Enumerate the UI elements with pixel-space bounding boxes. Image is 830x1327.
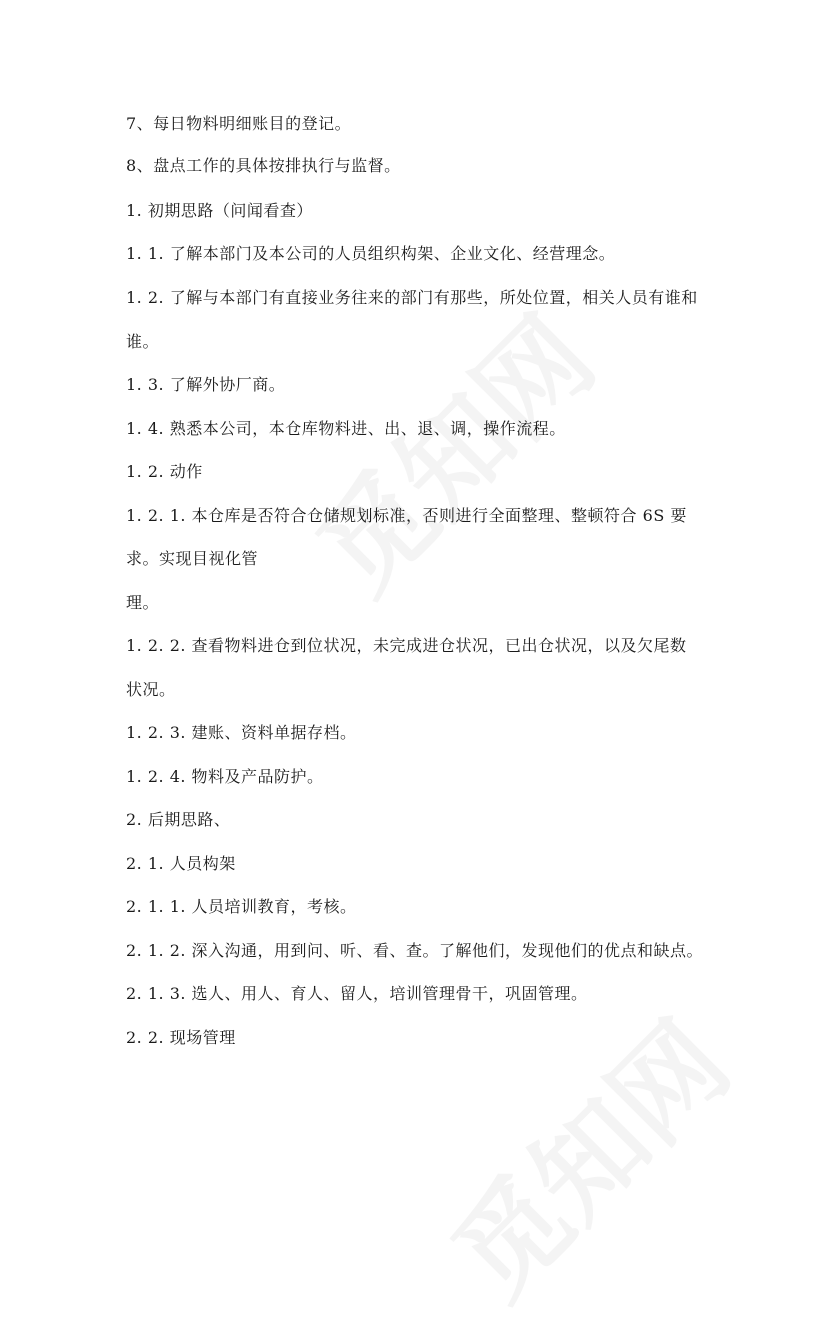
text-line: 1. 2. 动作 [126, 462, 203, 481]
text-line: 8、盘点工作的具体按排执行与监督。 [126, 156, 401, 175]
watermark [277, 276, 622, 621]
text-line: 1. 3. 了解外协厂商。 [126, 375, 286, 394]
text-line: 1. 1. 了解本部门及本公司的人员组织构架、企业文化、经营理念。 [126, 244, 616, 263]
text-line: 2. 1. 1. 人员培训教育，考核。 [126, 897, 357, 916]
text-line: 1. 4. 熟悉本公司，本仓库物料进、出、退、调，操作流程。 [126, 419, 566, 438]
text-line: 1. 2. 了解与本部门有直接业务往来的部门有那些，所处位置，相关人员有谁和 [126, 288, 698, 307]
text-line: 谁。 [126, 332, 160, 351]
text-line: 1. 2. 1. 本仓库是否符合仓储规划标准，否则进行全面整理、整顿符合 6S 要 [126, 506, 687, 525]
text-line: 2. 1. 人员构架 [126, 854, 236, 873]
text-line: 1. 2. 2. 查看物料进仓到位状况，未完成进仓状况，已出仓状况，以及欠尾数 [126, 636, 687, 655]
text-line: 状况。 [126, 680, 176, 699]
text-line: 1. 2. 3. 建账、资料单据存档。 [126, 723, 357, 742]
text-line: 理。 [126, 593, 160, 612]
text-line: 7、每日物料明细账目的登记。 [126, 114, 352, 133]
text-line: 求。实现目视化管 [126, 549, 259, 568]
text-line: 2. 2. 现场管理 [126, 1028, 236, 1047]
text-line: 2. 1. 2. 深入沟通，用到问、听、看、查。了解他们，发现他们的优点和缺点。 [126, 941, 704, 960]
watermark [412, 981, 757, 1326]
text-line: 1. 2. 4. 物料及产品防护。 [126, 767, 324, 786]
text-line: 1. 初期思路（问闻看查） [126, 201, 313, 220]
text-line: 2. 后期思路、 [126, 810, 231, 829]
text-line: 2. 1. 3. 选人、用人、育人、留人，培训管理骨干，巩固管理。 [126, 984, 588, 1003]
